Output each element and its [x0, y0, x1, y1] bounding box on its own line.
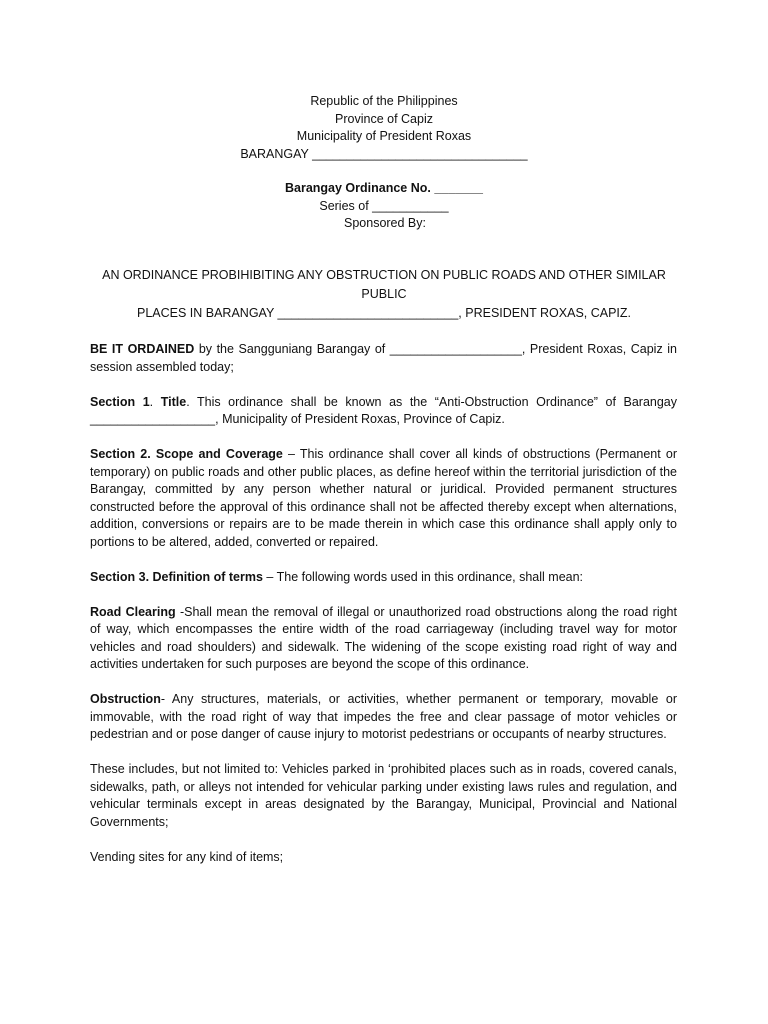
section-1-text: . This ordinance shall be known as the “Anti-Obstruction Ordinance” of Barangay __________________, Municipality of President Roxas, Province of Capiz. [90, 394, 678, 426]
barangay-line: BARANGAY _______________________________ [240, 146, 528, 161]
title-line-2: PLACES IN BARANGAY __________________________, PRESIDENT ROXAS, CAPIZ. [136, 306, 632, 320]
section-1-lead: Section 1 [90, 394, 150, 409]
road-clearing-text: -Shall mean the removal of illegal or unauthorized road obstructions along the road right of way, which encompasses the entire width of the road carriageway (including travel way for motor vehicles and road shoulders) and sidewalk. The widening of the scope existing road right of way and activities undertaken for such purposes are beyond the scope of this ordinance. [90, 604, 677, 671]
document-body [90, 341, 677, 884]
ordinance-sponsor: Sponsored By: [344, 216, 426, 230]
section-1-title: Title [160, 394, 187, 409]
ordained-lead: BE IT ORDAINED [90, 342, 195, 356]
province-line: Province of Capiz [335, 111, 433, 126]
section-2-text: – This ordinance shall cover all kinds of obstructions (Permanent or temporary) on public roads and other public places, as define hereof within the territorial jurisdiction of the Barangay, committed by any person whether natural or juridical. Provided permanent structures constructed before the approval of this ordinance shall not be affected thereby except when alternations, addition, conversions or repairs are to be made therein in which case this ordinance shall apply only to portions to be altered, added, converted or repaired. [90, 447, 677, 549]
ordinance-number [0, 180, 768, 198]
be-it-ordained-paragraph [90, 341, 677, 376]
section-3-text: – The following words used in this ordinance, shall mean: [262, 569, 584, 584]
ordinance-series: Series of ___________ [319, 198, 449, 213]
obstruction-paragraph [90, 691, 677, 744]
ordinance-number-blank: _______ [434, 181, 484, 195]
document-header [0, 93, 768, 163]
section-3-lead: Section 3. Definition of terms [90, 569, 263, 584]
vending-paragraph: Vending sites for any kind of items; [90, 849, 284, 864]
obstruction-lead: Obstruction [90, 692, 161, 706]
ordinance-info [0, 180, 768, 233]
title-line-1: AN ORDINANCE PROBIHIBITING ANY OBSTRUCTION ON PUBLIC ROADS AND OTHER SIMILAR PUBLIC [102, 268, 666, 301]
republic-line: Republic of the Philippines [310, 94, 458, 108]
municipality-line: Municipality of President Roxas [296, 129, 472, 143]
section-2-paragraph [90, 446, 677, 551]
section-3-paragraph [90, 569, 677, 587]
section-1-sep: . [149, 394, 161, 409]
includes-paragraph: These includes, but not limited to: Vehicles parked in ‘prohibited places such as in roads, covered canals, sidewalks, path, or alleys not intended for vehicular parking under existing laws rules and regulation, and vehicular terminals except in areas designated by the Barangay, Municipal, Provincial and National Governments; [90, 762, 677, 829]
ordained-text: by the Sangguniang Barangay of ___________________, President Roxas, Capiz in session assembled today; [90, 342, 677, 374]
obstruction-text: - Any structures, materials, or activities, whether permanent or temporary, movable or immovable, with the road right of way that impedes the free and clear passage of motor vehicles or pedestrian and or pose danger of cause injury to motorist pedestrians or occupants of nearby structures. [90, 692, 677, 741]
ordinance-number-label: Barangay Ordinance No. [284, 181, 431, 195]
section-1-paragraph [90, 394, 677, 429]
road-clearing-lead: Road Clearing [90, 604, 176, 619]
ordinance-title [90, 266, 678, 323]
road-clearing-paragraph [90, 604, 677, 674]
section-2-lead: Section 2. Scope and Coverage [90, 447, 283, 461]
